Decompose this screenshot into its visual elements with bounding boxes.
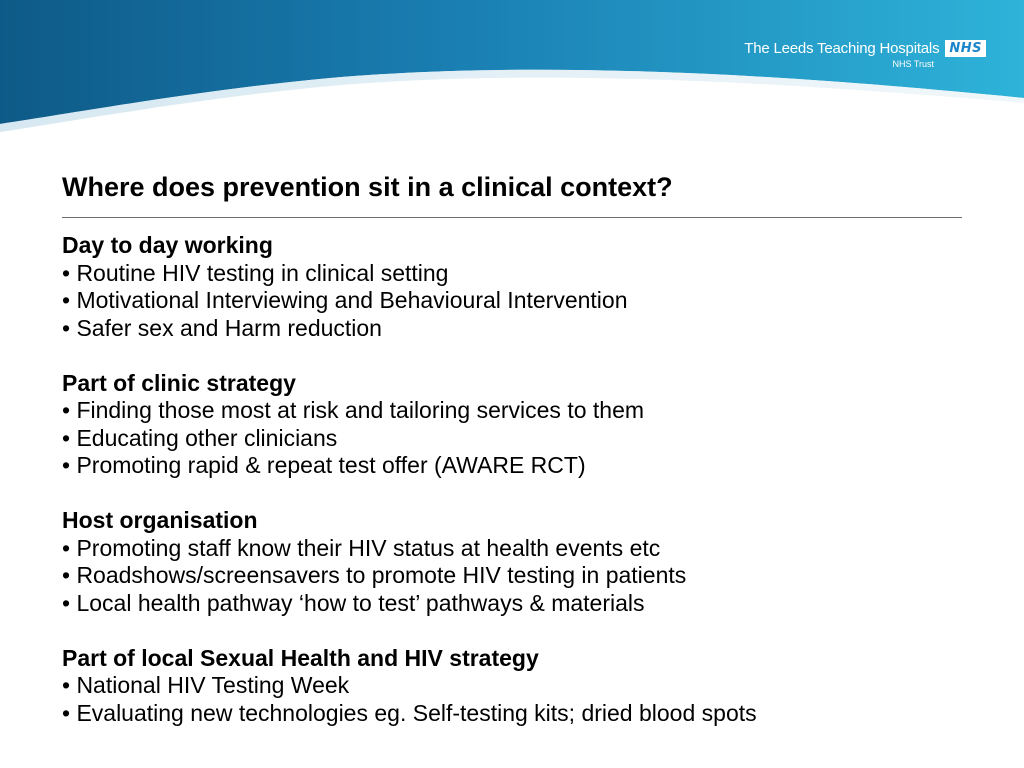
section-heading: Part of clinic strategy bbox=[62, 369, 296, 396]
org-name: The Leeds Teaching Hospitals bbox=[744, 40, 940, 57]
trust-label: NHS Trust bbox=[892, 59, 934, 69]
list-item: • Educating other clinicians bbox=[62, 424, 338, 451]
title-divider bbox=[62, 217, 962, 218]
list-item: • Local health pathway ‘how to test’ pathways & materials bbox=[62, 589, 645, 616]
section-local-strategy bbox=[62, 645, 982, 728]
section-host-organisation bbox=[62, 507, 982, 617]
list-item: • National HIV Testing Week bbox=[62, 672, 350, 698]
nhs-trust-logo bbox=[744, 40, 986, 69]
bullet-list bbox=[62, 535, 982, 618]
bullet-list bbox=[62, 672, 982, 727]
list-item: • Evaluating new technologies eg. Self-testing kits; dried blood spots bbox=[62, 699, 757, 726]
list-item: • Finding those most at risk and tailoring services to them bbox=[62, 397, 645, 423]
bullet-list bbox=[62, 260, 982, 343]
section-heading: Part of local Sexual Health and HIV strategy bbox=[62, 644, 539, 671]
list-item: • Promoting staff know their HIV status at health events etc bbox=[62, 534, 661, 561]
section-heading: Day to day working bbox=[62, 232, 273, 258]
section-clinic-strategy bbox=[62, 370, 982, 480]
list-item: • Motivational Interviewing and Behavioural Intervention bbox=[62, 287, 628, 313]
section-day-to-day bbox=[62, 232, 982, 342]
list-item: • Routine HIV testing in clinical setting bbox=[62, 259, 449, 286]
slide-content bbox=[62, 232, 982, 727]
slide-title: Where does prevention sit in a clinical context? bbox=[62, 172, 673, 202]
list-item: • Promoting rapid & repeat test offer (AWARE RCT) bbox=[62, 452, 586, 478]
section-heading: Host organisation bbox=[62, 507, 258, 533]
bullet-list bbox=[62, 397, 982, 480]
list-item: • Safer sex and Harm reduction bbox=[62, 314, 382, 341]
nhs-badge: NHS bbox=[945, 40, 986, 57]
list-item: • Roadshows/screensavers to promote HIV testing in patients bbox=[62, 562, 687, 588]
